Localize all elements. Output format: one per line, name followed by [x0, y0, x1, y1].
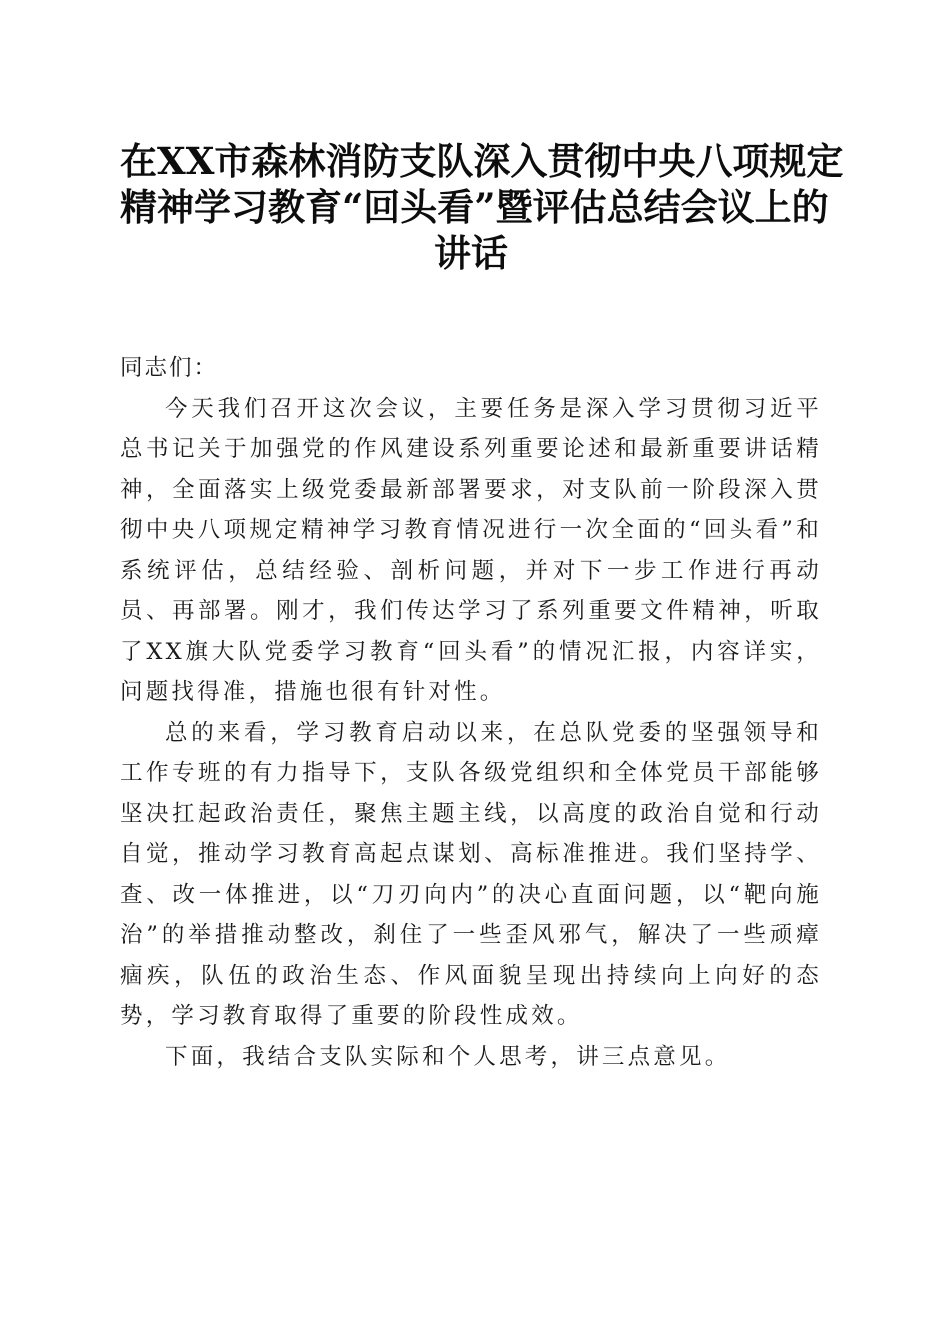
paragraph-summary: 总的来看，学习教育启动以来，在总队党委的坚强领导和工作专班的有力指导下，支队各级党组织和全体党员干部能够坚决扛起政治责任，聚焦主题主线，以高度的政治自觉和行动自觉，推动学习教育高起点谋划、高标准推进。我们坚持学、查、改一体推进，以“刀刃向内”的决心直面问题，以“靶向施治”的举措推动整改，刹住了一些歪风邪气，解决了一些顽瘴痼疾，队伍的政治生态、作风面貌呈现出持续向上向好的态势，学习教育取得了重要的阶段性成效。: [120, 719, 822, 1029]
title-line-1: 在XX市森林消防支队深入贯彻中央八项规定: [120, 139, 844, 183]
title-line-3: 讲话: [434, 231, 508, 275]
document-body: [120, 348, 822, 1077]
paragraph-opening: 今天我们召开这次会议，主要任务是深入学习贯彻习近平总书记关于加强党的作风建设系列重要论述和最新重要讲话精神，全面落实上级党委最新部署要求，对支队前一阶段深入贯彻中央八项规定精神学习教育情况进行一次全面的“回头看”和系统评估，总结经验、剖析问题，并对下一步工作进行再动员、再部署。刚才，我们传达学习了系列重要文件精神，听取了XX旗大队党委学习教育“回头看”的情况汇报，内容详实，问题找得准，措施也很有针对性。: [120, 395, 822, 705]
salutation: 同志们：: [120, 355, 219, 381]
document-title: [120, 138, 844, 276]
paragraph-transition: 下面，我结合支队实际和个人思考，讲三点意见。: [165, 1043, 731, 1070]
title-line-2: 精神学习教育“回头看”暨评估总结会议上的: [120, 185, 829, 229]
